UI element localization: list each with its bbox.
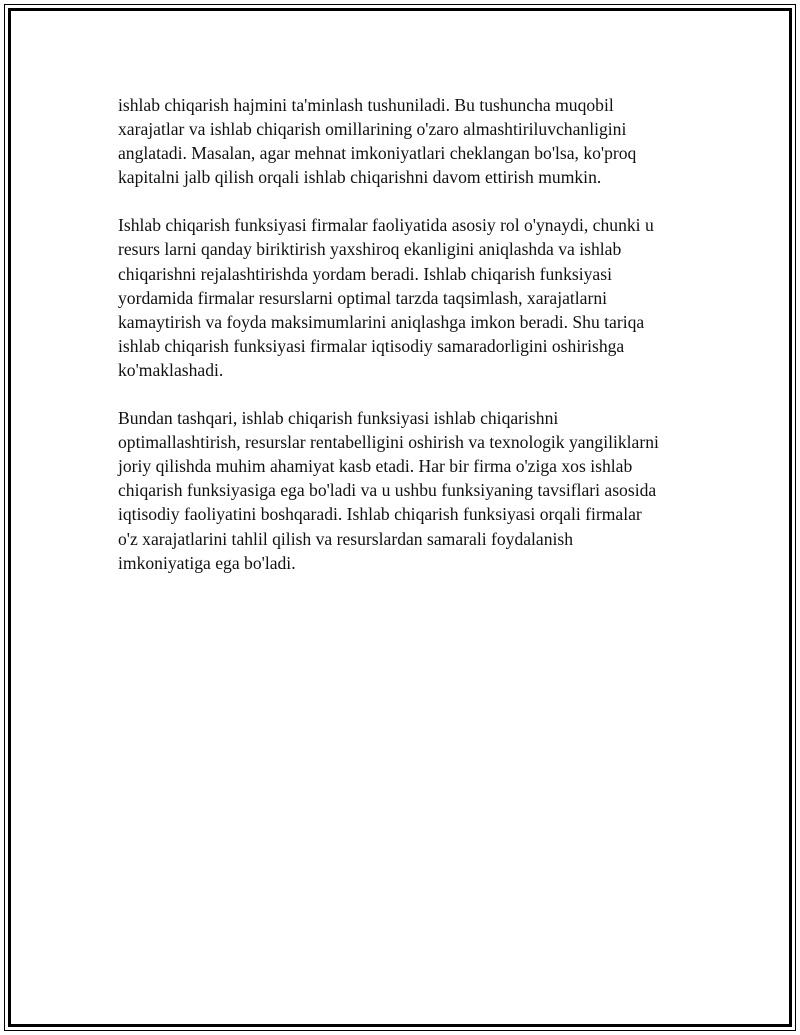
text-line: ishlab chiqarish hajmini ta'minlash tushuniladi. Bu tushuncha muqobil [118,95,614,115]
text-line: iqtisodiy faoliyatini boshqaradi. Ishlab chiqarish funksiyasi orqali firmalar [118,504,642,525]
text-line: imkoniyatiga ega bo'ladi. [118,552,296,573]
text-line: chiqarish funksiyasiga ega bo'ladi va u ushbu funksiyaning tavsiflari asosida [118,480,657,501]
text-line: chiqarishni rejalashtirishda yordam beradi. Ishlab chiqarish funksiyasi [118,263,612,284]
text-line: ko'maklashadi. [118,359,224,380]
text-line: resurs larni qanday biriktirish yaxshiroq ekanligini aniqlashda va ishlab [118,239,622,260]
text-line: kapitalni jalb qilish orqali ishlab chiqarishni davom ettirish mumkin. [118,167,602,188]
text-line: o'z xarajatlarini tahlil qilish va resurslardan samarali foydalanish [118,528,574,549]
text-line: anglatadi. Masalan, agar mehnat imkoniyatlari cheklangan bo'lsa, ko'proq [118,143,637,164]
text-line: joriy qilishda muhim ahamiyat kasb etadi. Har bir firma o'ziga xos ishlab [118,456,633,477]
text-line: xarajatlar va ishlab chiqarish omillarining o'zaro almashtiriluvchanligini [118,119,627,140]
paragraph-1 [118,93,708,189]
text-line: yordamida firmalar resurslarni optimal tarzda taqsimlash, xarajatlarni [118,287,608,308]
text-line: ishlab chiqarish funksiyasi firmalar iqtisodiy samaradorligini oshirishga [118,335,625,356]
text-line: Ishlab chiqarish funksiyasi firmalar faoliyatida asosiy rol o'ynaydi, chunki u [118,215,654,236]
document-body [118,93,708,575]
text-line: Bundan tashqari, ishlab chiqarish funksiyasi ishlab chiqarishni [118,408,559,429]
text-line: kamaytirish va foyda maksimumlarini aniqlashga imkon beradi. Shu tariqa [118,311,645,332]
paragraph-3 [118,406,708,575]
text-line: optimallashtirish, resurslar rentabelligini oshirish va texnologik yangiliklarni [118,432,659,453]
paragraph-2 [118,213,708,382]
